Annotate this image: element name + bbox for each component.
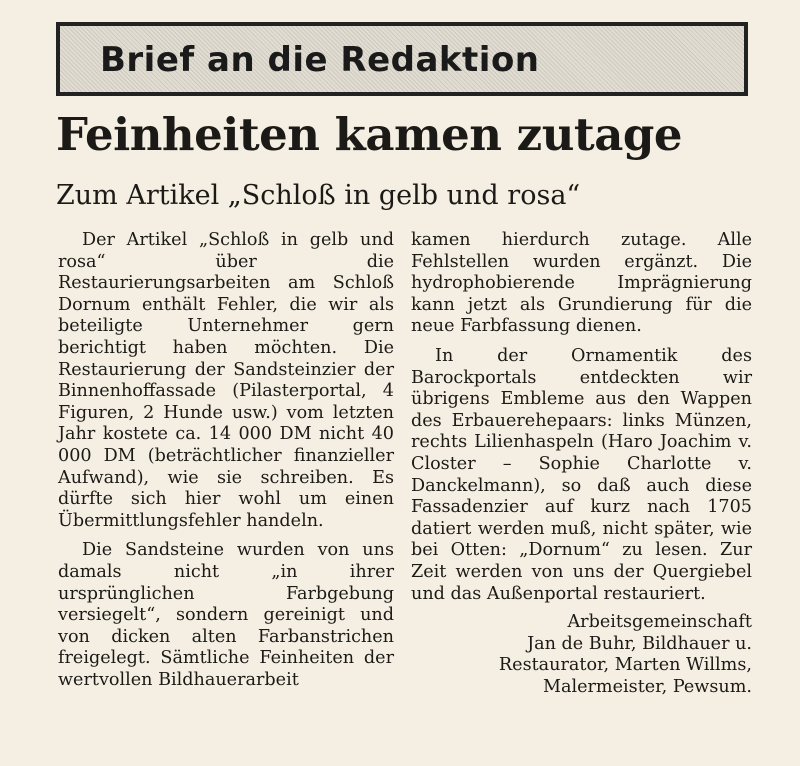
subheadline: Zum Artikel „Schloß in gelb und rosa“: [56, 180, 581, 211]
headline: Feinheiten kamen zutage: [56, 108, 682, 161]
paragraph: Die Sandsteine wurden von uns damals nicht „in ihrer ursprünglichen Farbgebung versiegelt“, sondern gereinigt und von dicken alten Farbanstrichen freigelegt. Sämtliche Feinheiten der wertvollen Bildhauerarbeit: [58, 540, 394, 690]
signature-block: [411, 612, 752, 698]
signature-line: Restaurator, Marten Willms,: [498, 655, 752, 676]
signature-line: Malermeister, Pewsum.: [542, 676, 752, 697]
paragraph: kamen hierdurch zutage. Alle Fehlstellen wurden ergänzt. Die hydrophobierende Imprägnierung kann jetzt als Grundierung für die neue Farbfassung dienen.: [411, 230, 752, 337]
kicker-box: [56, 22, 748, 96]
article-column-left: [58, 230, 394, 691]
article-column-right: [411, 230, 752, 698]
kicker-title: Brief an die Redaktion: [100, 40, 540, 80]
signature-line: Jan de Buhr, Bildhauer u.: [527, 633, 752, 654]
paragraph: Der Artikel „Schloß in gelb und rosa“ über die Restaurierungsarbeiten am Schloß Dornum enthält Fehler, die wir als beteiligte Unternehmer gern berichtigt haben möchten. Die Restaurierung der Sandsteinzier der Binnenhoffassade (Pilasterportal, 4 Figuren, 2 Hunde usw.) vom letzten Jahr kostete ca. 14 000 DM nicht 40 000 DM (beträchtlicher finanzieller Aufwand), wie sie schreiben. Es dürfte sich hier wohl um einen Übermittlungsfehler handeln.: [58, 230, 394, 531]
signature-line: Arbeitsgemeinschaft: [567, 612, 752, 633]
paragraph: In der Ornamentik des Barockportals entdeckten wir übrigens Embleme aus den Wappen des Erbauerehepaars: links Münzen, rechts Lilienhaspeln (Haro Joachim v. Closter – Sophie Charlotte v. Danckelmann), so daß auch diese Fassadenzier auf kurz nach 1705 datiert werden muß, nicht später, wie bei Otten: „Dornum“ zu lesen. Zur Zeit werden von uns der Quergiebel und das Außenportal restauriert.: [411, 345, 752, 604]
